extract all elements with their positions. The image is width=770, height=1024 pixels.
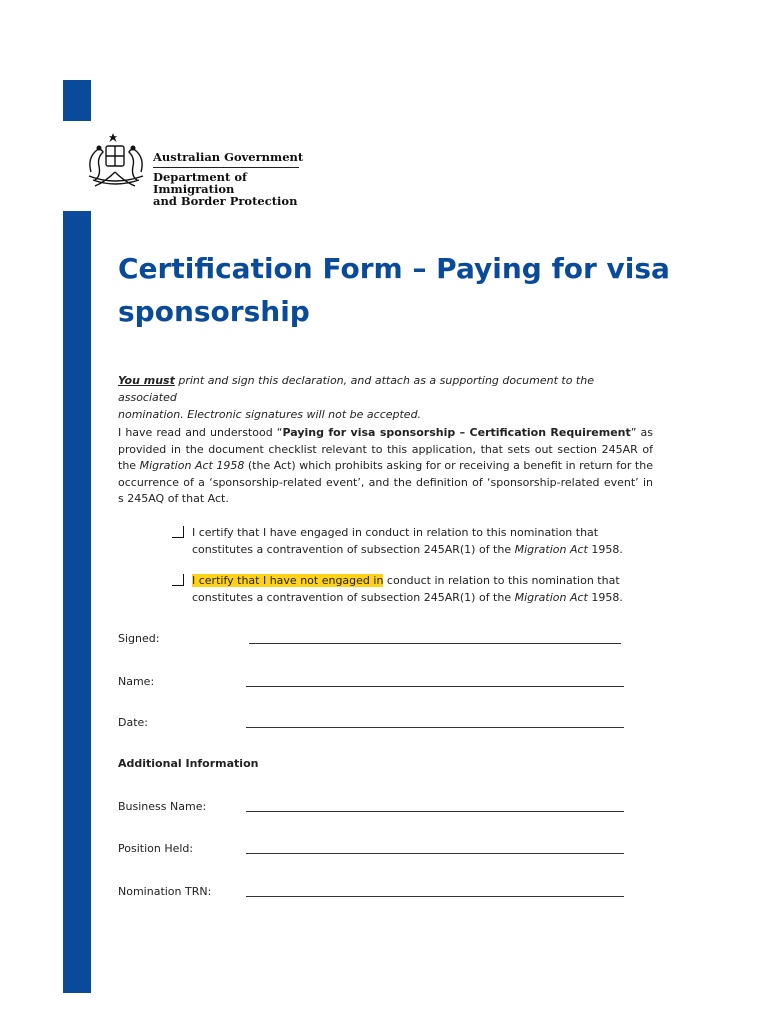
agency-line-1: Australian Government — [153, 150, 304, 164]
side-accent-bar-top — [63, 80, 91, 121]
declaration-text-1: I have read and understood “ — [118, 426, 283, 439]
side-accent-bar — [63, 211, 91, 993]
position-held-label: Position Held: — [118, 842, 194, 855]
coat-of-arms-icon — [81, 132, 151, 194]
instruction-text-2: nomination. Electronic signatures will not be accepted. — [118, 408, 422, 421]
form-title — [118, 247, 678, 333]
signed-line[interactable] — [249, 643, 621, 644]
act-name: Migration Act — [514, 543, 588, 556]
name-line[interactable] — [246, 686, 624, 687]
certification-text — [192, 524, 652, 558]
checkbox-engaged[interactable] — [172, 526, 184, 538]
nomination-trn-label: Nomination TRN: — [118, 885, 212, 898]
date-line[interactable] — [246, 727, 624, 728]
date-label: Date: — [118, 716, 148, 729]
business-name-line[interactable] — [246, 811, 624, 812]
business-name-label: Business Name: — [118, 800, 207, 813]
form-title-line-1: Certification Form – Paying for visa — [118, 252, 670, 285]
instruction-text-1: print and sign this declaration, and attach as a supporting document to the associated — [118, 374, 594, 404]
nomination-trn-line[interactable] — [246, 896, 624, 897]
checkbox-not-engaged[interactable] — [172, 574, 184, 586]
government-logo — [81, 132, 311, 208]
certification-option-not-engaged — [172, 572, 652, 606]
position-held-line[interactable] — [246, 853, 624, 854]
form-title-line-2: sponsorship — [118, 295, 310, 328]
agency-line-2: Department of Immigration — [153, 170, 247, 196]
agency-name — [153, 150, 311, 207]
act-name: Migration Act 1958 — [139, 459, 245, 472]
declaration-bold-text: Paying for visa sponsorship – Certification Requirement — [282, 426, 631, 439]
highlighted-text: I certify that I have not engaged in — [192, 574, 384, 587]
instruction-note — [118, 372, 638, 423]
declaration-text-2: ” as provided in the document checklist relevant to this application, that sets out section 245AR of the — [118, 426, 653, 472]
name-label: Name: — [118, 675, 155, 688]
act-name: Migration Act — [514, 591, 588, 604]
certification-text-a: I certify that I have engaged in conduct in relation to this nomination that constitutes a contravention of subsection 245AR(1) of the — [192, 526, 599, 556]
declaration-paragraph — [118, 425, 653, 508]
agency-line-3: and Border Protection — [153, 194, 298, 208]
certification-text-b: 1958. — [587, 591, 623, 604]
certification-text-b: 1958. — [587, 543, 623, 556]
additional-info-heading: Additional Information — [118, 757, 259, 770]
agency-divider — [153, 167, 299, 168]
signed-label: Signed: — [118, 632, 160, 645]
certification-option-engaged — [172, 524, 652, 558]
certification-text — [192, 572, 652, 606]
instruction-emphasis: You must — [118, 374, 175, 387]
declaration-text-3: (the Act) which prohibits asking for or receiving a benefit in return for the occurrence of a ‘sponsorship-related event’, and the definition of ‘sponsorship-related event’ in s 245AQ of that Act. — [118, 459, 653, 505]
certification-text-a: conduct in relation to this nomination that constitutes a contravention of subsection 245AR(1) of the — [192, 574, 620, 604]
